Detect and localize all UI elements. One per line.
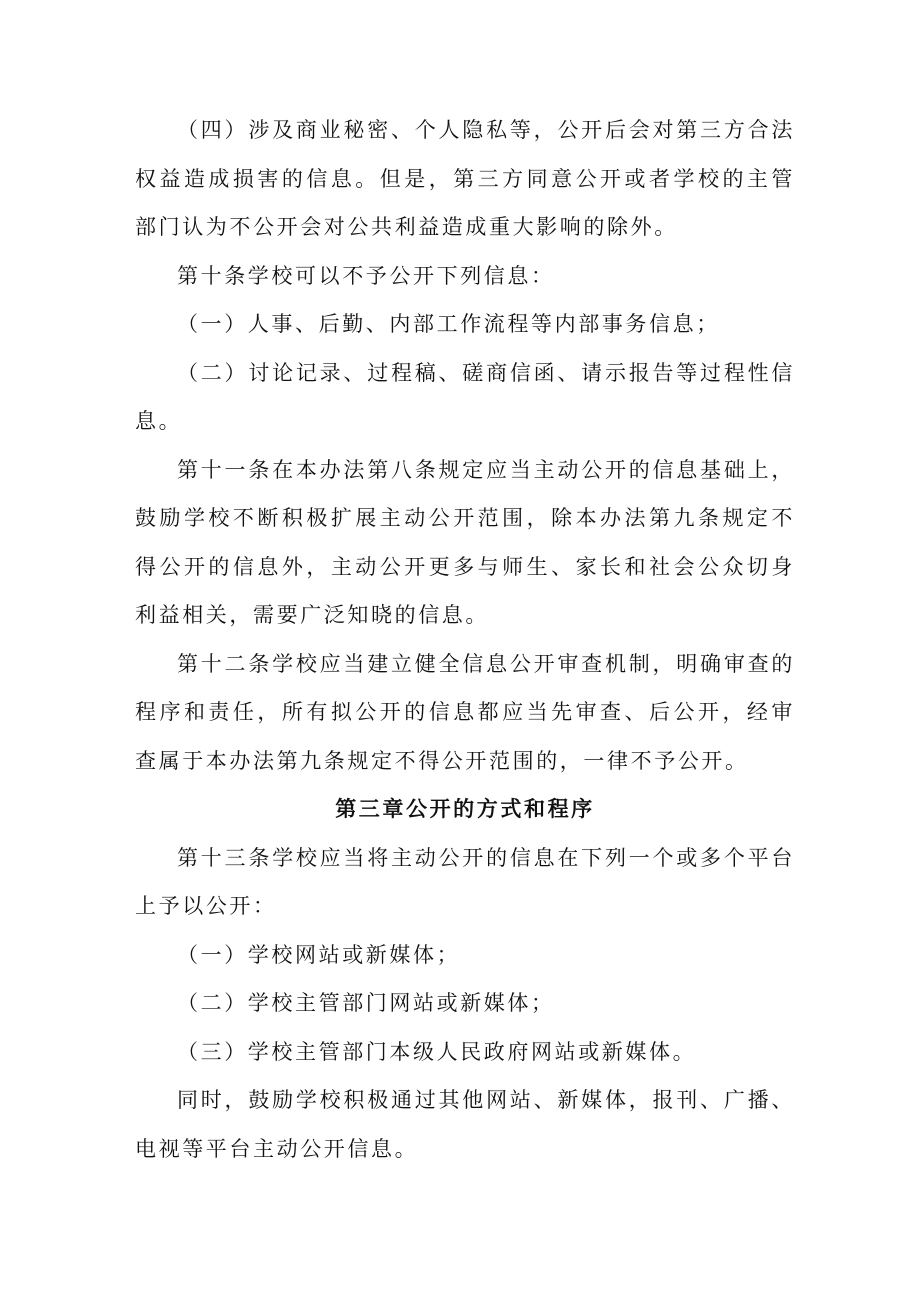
paragraph-item-4: （四）涉及商业秘密、个人隐私等，公开后会对第三方合法权益造成损害的信息。但是，第三方同意公开或者学校的主管部门认为不公开会对公共利益造成重大影响的除外。 [135, 118, 795, 239]
article-13-item-3: （三）学校主管部门本级人民政府网站或新媒体。 [177, 1039, 697, 1064]
article-10-item-2: （二）讨论记录、过程稿、磋商信函、请示报告等过程性信息。 [135, 360, 795, 433]
article-13: 第十三条学校应当将主动公开的信息在下列一个或多个平台上予以公开： [135, 845, 795, 918]
article-11: 第十一条在本办法第八条规定应当主动公开的信息基础上，鼓励学校不断积极扩展主动公开范围，除本办法第九条规定不得公开的信息外，主动公开更多与师生、家长和社会公众切身利益相关，需要广泛知晓的信息。 [135, 457, 795, 627]
closing-paragraph: 同时，鼓励学校积极通过其他网站、新媒体，报刊、广播、电视等平台主动公开信息。 [135, 1088, 795, 1161]
chapter-heading: 第三章公开的方式和程序 [335, 796, 595, 821]
article-10-item-1: （一）人事、后勤、内部工作流程等内部事务信息； [177, 312, 720, 336]
article-10: 第十条学校可以不予公开下列信息： [177, 263, 555, 288]
article-12: 第十二条学校应当建立健全信息公开审查机制，明确审查的程序和责任，所有拟公开的信息都应当先审查、后公开，经审查属于本办法第九条规定不得公开范围的，一律不予公开。 [135, 651, 795, 773]
document-body [135, 106, 795, 1173]
article-13-item-1: （一）学校网站或新媒体； [177, 942, 461, 967]
article-13-item-2: （二）学校主管部门网站或新媒体； [177, 991, 555, 1015]
